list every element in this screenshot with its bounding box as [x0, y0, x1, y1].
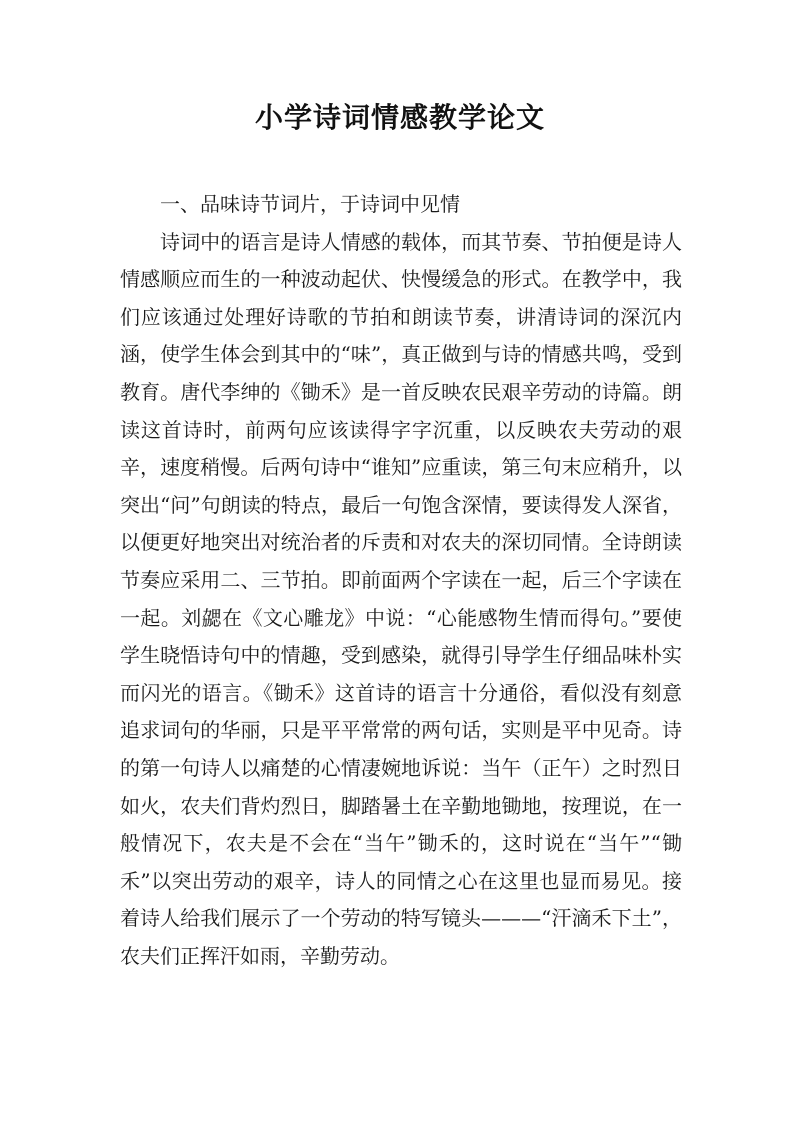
- page-title: 小学诗词情感教学论文: [254, 101, 545, 134]
- section-heading: 一、品味诗节词片，于诗词中见情: [160, 192, 460, 216]
- document-body: [120, 186, 682, 975]
- body-paragraph: 诗词中的语言是诗人情感的载体，而其节奏、节拍便是诗人情感顺应而生的一种波动起伏、快慢缓急的形式。在教学中，我们应该通过处理好诗歌的节拍和朗读节奏，讲清诗词的深沉内涵，使学生体会到其中的“味”，真正做到与诗的情感共鸣，受到教育。唐代李绅的《锄禾》是一首反映农民艰辛劳动的诗篇。朗读这首诗时，前两句应该读得字字沉重，以反映农夫劳动的艰辛，速度稍慢。后两句诗中“谁知”应重读，第三句末应稍升，以突出“问”句朗读的特点，最后一句饱含深情，要读得发人深省，以便更好地突出对统治者的斥责和对农夫的深切同情。全诗朗读节奏应采用二、三节拍。即前面两个字读在一起，后三个字读在一起。刘勰在《文心雕龙》中说：“心能感物生情而得句。”要使学生晓悟诗句中的情趣，受到感染，就得引导学生仔细品味朴实而闪光的语言。《锄禾》这首诗的语言十分通俗，看似没有刻意追求词句的华丽，只是平平常常的两句话，实则是平中见奇。诗的第一句诗人以痛楚的心情凄婉地诉说：当午（正午）之时烈日如火，农夫们背灼烈日，脚踏暑土在辛勤地锄地，按理说，在一般情况下，农夫是不会在“当午”锄禾的，这时说在“当午”“锄禾”以突出劳动的艰辛，诗人的同情之心在这里也显而易见。接着诗人给我们展示了一个劳动的特写镜头———“汗滴禾下土”，农夫们正挥汗如雨，辛勤劳动。: [120, 229, 682, 968]
